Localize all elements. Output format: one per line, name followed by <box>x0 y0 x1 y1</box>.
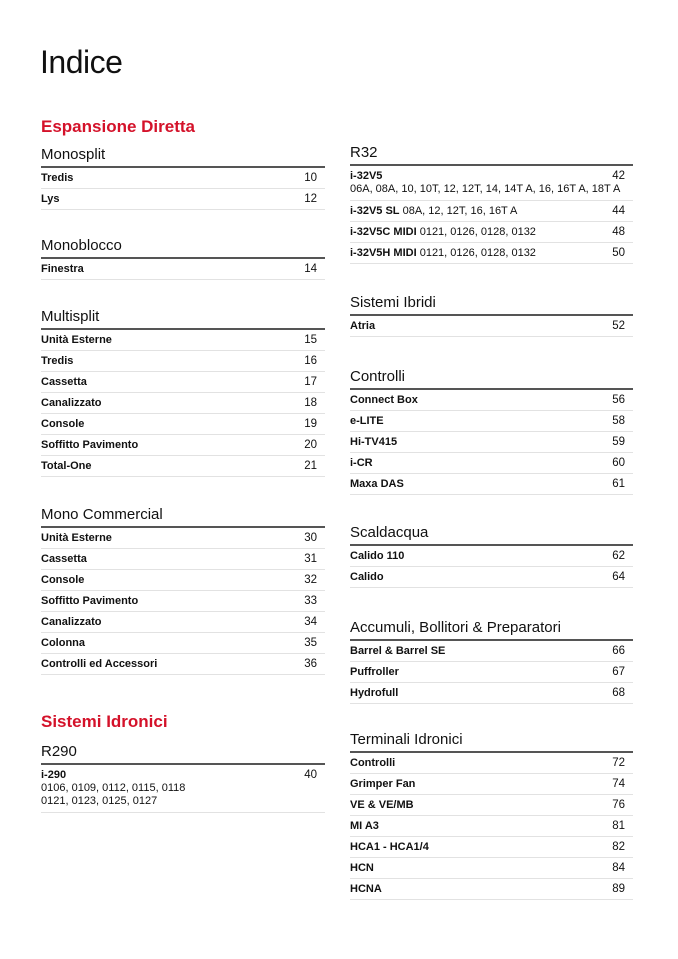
entry-page-number: 81 <box>612 820 625 832</box>
index-entry[interactable] <box>350 641 633 662</box>
entry-page-number: 15 <box>304 334 317 346</box>
index-entry[interactable] <box>41 570 325 591</box>
index-entry[interactable] <box>350 222 633 243</box>
entry-name: Controlli ed Accessori <box>41 658 158 670</box>
page-title: Indice <box>40 44 123 80</box>
index-section <box>350 368 633 495</box>
entry-page-number: 34 <box>304 616 317 628</box>
entry-page-number: 76 <box>612 799 625 811</box>
index-entry[interactable] <box>41 633 325 654</box>
entry-models: 0106, 0109, 0112, 0115, 0118 <box>41 782 186 794</box>
section-heading: Mono Commercial <box>41 506 325 528</box>
entry-name: HCNA <box>350 883 382 895</box>
index-section <box>350 731 633 900</box>
index-entry[interactable] <box>41 414 325 435</box>
index-entry[interactable] <box>41 765 325 813</box>
entry-page-number: 66 <box>612 645 625 657</box>
index-entry[interactable] <box>41 612 325 633</box>
entry-name: Tredis <box>41 172 74 184</box>
entry-name: Controlli <box>350 757 396 769</box>
entry-page-number: 72 <box>612 757 625 769</box>
index-entry[interactable] <box>350 243 633 264</box>
entry-page-number: 89 <box>612 883 625 895</box>
index-entry[interactable] <box>41 330 325 351</box>
entry-name: HCA1 - HCA1/4 <box>350 841 429 853</box>
entry-page-number: 16 <box>304 355 317 367</box>
index-entry[interactable] <box>350 432 633 453</box>
entry-page-number: 74 <box>612 778 625 790</box>
index-entry[interactable] <box>41 456 325 477</box>
entry-page-number: 12 <box>304 193 317 205</box>
entry-name: Grimper Fan <box>350 778 416 790</box>
index-entry[interactable] <box>41 435 325 456</box>
entry-name: Connect Box <box>350 394 418 406</box>
entry-page-number: 33 <box>304 595 317 607</box>
entry-models: 0121, 0126, 0128, 0132 <box>419 247 536 259</box>
index-section <box>41 146 325 210</box>
entry-page-number: 17 <box>304 376 317 388</box>
index-entry[interactable] <box>350 201 633 222</box>
entry-page-number: 82 <box>612 841 625 853</box>
entry-models: 06A, 08A, 10, 10T, 12, 12T, 14, 14T A, 16, 16T A, 18T A <box>350 183 621 195</box>
entry-page-number: 40 <box>304 769 317 781</box>
entry-page-number: 52 <box>612 320 625 332</box>
entry-name: VE & VE/MB <box>350 799 414 811</box>
index-section <box>350 294 633 337</box>
index-entry[interactable] <box>350 837 633 858</box>
index-entry[interactable] <box>350 816 633 837</box>
index-section <box>350 524 633 588</box>
entry-page-number: 36 <box>304 658 317 670</box>
index-entry[interactable] <box>350 567 633 588</box>
entry-name: Canalizzato <box>41 616 102 628</box>
section-heading: Multisplit <box>41 308 325 330</box>
entry-page-number: 21 <box>304 460 317 472</box>
index-entry[interactable] <box>350 411 633 432</box>
entry-name: i-32V5 SL <box>350 205 400 217</box>
entry-models: 0121, 0126, 0128, 0132 <box>419 226 536 238</box>
entry-page-number: 44 <box>612 205 625 217</box>
entry-models: 0121, 0123, 0125, 0127 <box>41 795 158 807</box>
entry-name: HCN <box>350 862 374 874</box>
group-heading-sistemi-idronici: Sistemi Idronici <box>41 712 168 731</box>
section-heading: Terminali Idronici <box>350 731 633 753</box>
entry-page-number: 48 <box>612 226 625 238</box>
index-entry[interactable] <box>41 591 325 612</box>
index-entry[interactable] <box>41 393 325 414</box>
entry-name: i-32V5C MIDI <box>350 226 417 238</box>
entry-name: Hydrofull <box>350 687 399 699</box>
entry-name: MI A3 <box>350 820 379 832</box>
entry-page-number: 58 <box>612 415 625 427</box>
index-entry[interactable] <box>350 390 633 411</box>
entry-page-number: 68 <box>612 687 625 699</box>
entry-page-number: 64 <box>612 571 625 583</box>
index-entry[interactable] <box>350 474 633 495</box>
entry-page-number: 50 <box>612 247 625 259</box>
index-entry[interactable] <box>41 654 325 675</box>
section-heading: Accumuli, Bollitori & Preparatori <box>350 619 633 641</box>
entry-name: Finestra <box>41 263 84 275</box>
entry-name: Calido <box>350 571 384 583</box>
entry-name: Soffitto Pavimento <box>41 595 139 607</box>
index-entry[interactable] <box>41 351 325 372</box>
entry-page-number: 31 <box>304 553 317 565</box>
index-section <box>350 619 633 704</box>
entry-name: Hi-TV415 <box>350 436 398 448</box>
entry-name: i-290 <box>41 769 67 781</box>
group-heading-espansione-diretta: Espansione Diretta <box>41 117 195 136</box>
index-entry[interactable] <box>350 546 633 567</box>
index-entry[interactable] <box>41 259 325 280</box>
entry-name: Colonna <box>41 637 85 649</box>
entry-page-number: 30 <box>304 532 317 544</box>
index-section <box>41 743 325 813</box>
entry-page-number: 56 <box>612 394 625 406</box>
index-entry[interactable] <box>41 528 325 549</box>
entry-name: Lys <box>41 193 60 205</box>
section-heading: R32 <box>350 144 633 166</box>
entry-name: Maxa DAS <box>350 478 404 490</box>
entry-name: Cassetta <box>41 553 87 565</box>
entry-name: Console <box>41 418 85 430</box>
entry-name: i-32V5H MIDI <box>350 247 417 259</box>
index-section <box>41 237 325 280</box>
index-entry[interactable] <box>350 879 633 900</box>
entry-page-number: 19 <box>304 418 317 430</box>
entry-page-number: 32 <box>304 574 317 586</box>
entry-name: Unità Esterne <box>41 532 112 544</box>
section-heading: Monosplit <box>41 146 325 168</box>
index-section <box>350 144 633 264</box>
section-heading: Scaldacqua <box>350 524 633 546</box>
entry-name: Tredis <box>41 355 74 367</box>
entry-name: Unità Esterne <box>41 334 112 346</box>
entry-page-number: 60 <box>612 457 625 469</box>
entry-page-number: 18 <box>304 397 317 409</box>
entry-page-number: 10 <box>304 172 317 184</box>
entry-page-number: 14 <box>304 263 317 275</box>
entry-page-number: 35 <box>304 637 317 649</box>
entry-name: i-CR <box>350 457 373 469</box>
index-entry[interactable] <box>350 683 633 704</box>
entry-name: Total-One <box>41 460 92 472</box>
index-entry[interactable] <box>350 795 633 816</box>
index-entry[interactable] <box>350 858 633 879</box>
index-entry[interactable] <box>41 189 325 210</box>
entry-page-number: 59 <box>612 436 625 448</box>
section-heading: Controlli <box>350 368 633 390</box>
entry-models: 08A, 12, 12T, 16, 16T A <box>402 205 518 217</box>
entry-name: Barrel & Barrel SE <box>350 645 446 657</box>
entry-name: Calido 110 <box>350 550 405 562</box>
section-heading: Sistemi Ibridi <box>350 294 633 316</box>
entry-name: Atria <box>350 320 376 332</box>
entry-page-number: 84 <box>612 862 625 874</box>
index-entry[interactable] <box>350 662 633 683</box>
index-entry[interactable] <box>350 316 633 337</box>
index-section <box>41 308 325 477</box>
entry-page-number: 67 <box>612 666 625 678</box>
index-entry[interactable] <box>41 549 325 570</box>
entry-page-number: 61 <box>612 478 625 490</box>
entry-name: Console <box>41 574 85 586</box>
entry-name: i-32V5 <box>350 170 383 182</box>
section-heading: R290 <box>41 743 325 765</box>
index-entry[interactable] <box>350 166 633 201</box>
entry-name: Puffroller <box>350 666 399 678</box>
index-entry[interactable] <box>350 453 633 474</box>
entry-page-number: 62 <box>612 550 625 562</box>
entry-page-number: 20 <box>304 439 317 451</box>
entry-name: Soffitto Pavimento <box>41 439 139 451</box>
index-entry[interactable] <box>350 753 633 774</box>
index-entry[interactable] <box>350 774 633 795</box>
index-entry[interactable] <box>41 168 325 189</box>
index-entry[interactable] <box>41 372 325 393</box>
entry-name: Canalizzato <box>41 397 102 409</box>
entry-name: e-LITE <box>350 415 384 427</box>
section-heading: Monoblocco <box>41 237 325 259</box>
entry-page-number: 42 <box>612 170 625 182</box>
entry-name: Cassetta <box>41 376 87 388</box>
index-section <box>41 506 325 675</box>
